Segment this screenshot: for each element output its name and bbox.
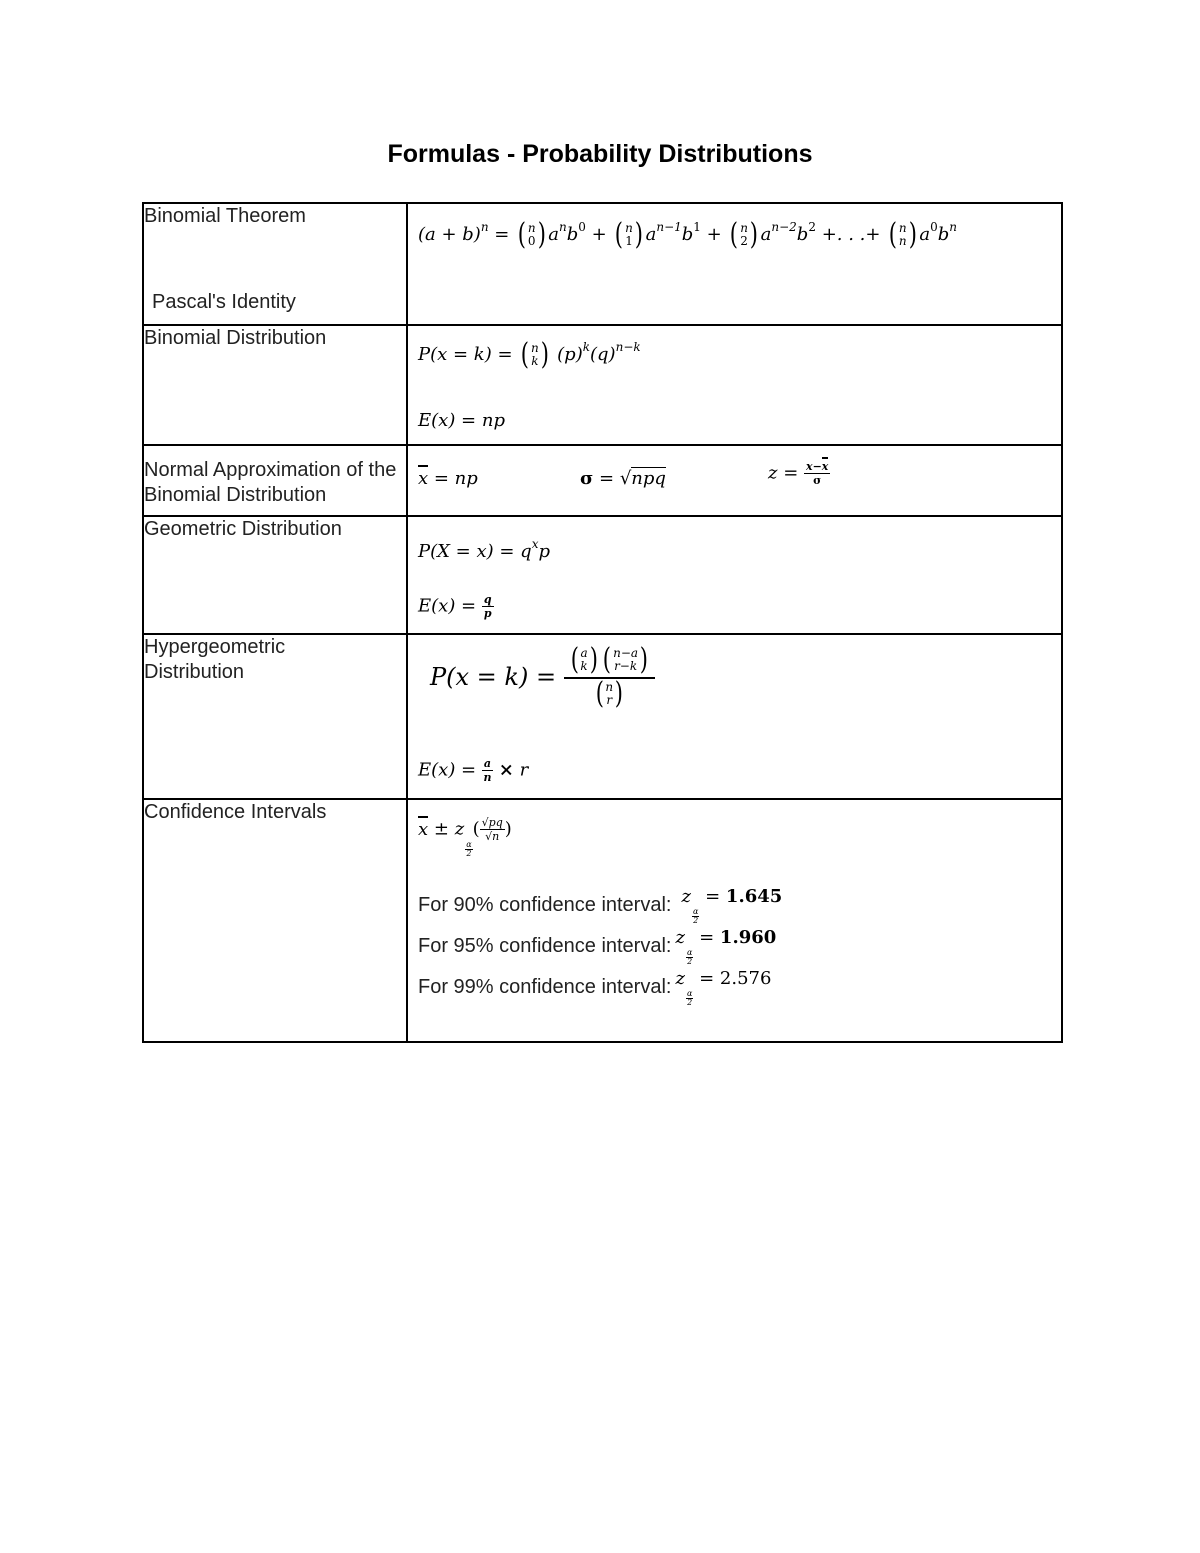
- formula-hypergeometric-expectation: E(x) = $\frac{a}{n}$ × r: [418, 757, 529, 784]
- ci-zvalue: z $\frac{\alpha}{2}$ = 2.576: [675, 968, 772, 1007]
- formulas-table: [142, 202, 1063, 1043]
- row-label-cell: [143, 445, 407, 516]
- formula-cell: [407, 445, 1062, 516]
- formula-cell: [407, 203, 1062, 325]
- formula-cell: [407, 516, 1062, 634]
- label-confidence-intervals: Confidence Intervals: [144, 801, 327, 823]
- label-binomial-theorem: Binomial Theorem: [144, 205, 306, 227]
- ci-value: 1.960: [719, 927, 777, 948]
- formula-normal-mean: x = np: [418, 468, 478, 489]
- formula-cell: [407, 634, 1062, 799]
- ci-line-95: [418, 927, 776, 966]
- formula-confidence-interval: x ± z $\frac{\alpha}{2}$ ( $\frac{√pq}{√n}$ ): [418, 816, 512, 858]
- row-label-cell: [143, 325, 407, 445]
- ci-value: 2.576: [719, 968, 772, 989]
- formula-geometric-expectation: E(x) = $\frac{q}{p}$: [418, 593, 492, 620]
- formula-cell: [407, 799, 1062, 1042]
- row-label-cell: [143, 799, 407, 1042]
- table-row: [143, 634, 1062, 799]
- label-geometric-distribution: Geometric Distribution: [144, 518, 342, 540]
- formula-geometric-pmf: $P(X = x) = q^xp$: [418, 537, 551, 562]
- label-hypergeometric-distribution: Hypergeometric Distribution: [144, 636, 286, 683]
- table-row: [143, 799, 1062, 1042]
- label-normal-approximation: Normal Approximation of the Binomial Distribution: [144, 459, 397, 506]
- formula-normal-sd: σ = √npq: [580, 468, 666, 489]
- ci-text: For 90% confidence interval:: [418, 894, 672, 916]
- ci-zvalue: z $\frac{\alpha}{2}$ = 1.645: [681, 886, 783, 925]
- row-label-cell: [143, 203, 407, 325]
- table-row: [143, 325, 1062, 445]
- formula-hypergeometric-pmf: P(x = k) = ( a k ) ( n−a r−k ) ( n r ): [430, 645, 655, 709]
- ci-text: For 99% confidence interval:: [418, 976, 672, 998]
- formula-normal-z: z = $\frac{x-x}{\sigma}$: [768, 460, 829, 487]
- formula-cell: [407, 325, 1062, 445]
- table-row: [143, 516, 1062, 634]
- page-title: Formulas - Probability Distributions: [387, 140, 813, 168]
- label-binomial-distribution: Binomial Distribution: [144, 327, 327, 349]
- table-row: [143, 445, 1062, 516]
- label-pascals-identity: Pascal's Identity: [152, 291, 296, 313]
- ci-value: 1.645: [725, 886, 783, 907]
- ci-zvalue: z $\frac{\alpha}{2}$ = 1.960: [675, 927, 777, 966]
- row-label-cell: [143, 634, 407, 799]
- formula-binomial-expectation: E(x) = np: [418, 410, 505, 431]
- ci-line-90: [418, 886, 782, 925]
- table-row: [143, 203, 1062, 325]
- ci-text: For 95% confidence interval:: [418, 935, 672, 957]
- formula-binomial-theorem: $(a + b)^n$ = ( n 0 ) $a^nb^0$ + ( n 1 ) $a^{n-1}b^1$ + ( n 2 ) $a^{n-2}b^2$ +. . .+ ( n n ) $a^0b^n$: [418, 217, 957, 252]
- formula-binomial-pmf: P(x = k) = ( n k ) $(p)^k(q)^{n-k}$: [418, 337, 641, 372]
- ci-line-99: [418, 968, 771, 1007]
- row-label-cell: [143, 516, 407, 634]
